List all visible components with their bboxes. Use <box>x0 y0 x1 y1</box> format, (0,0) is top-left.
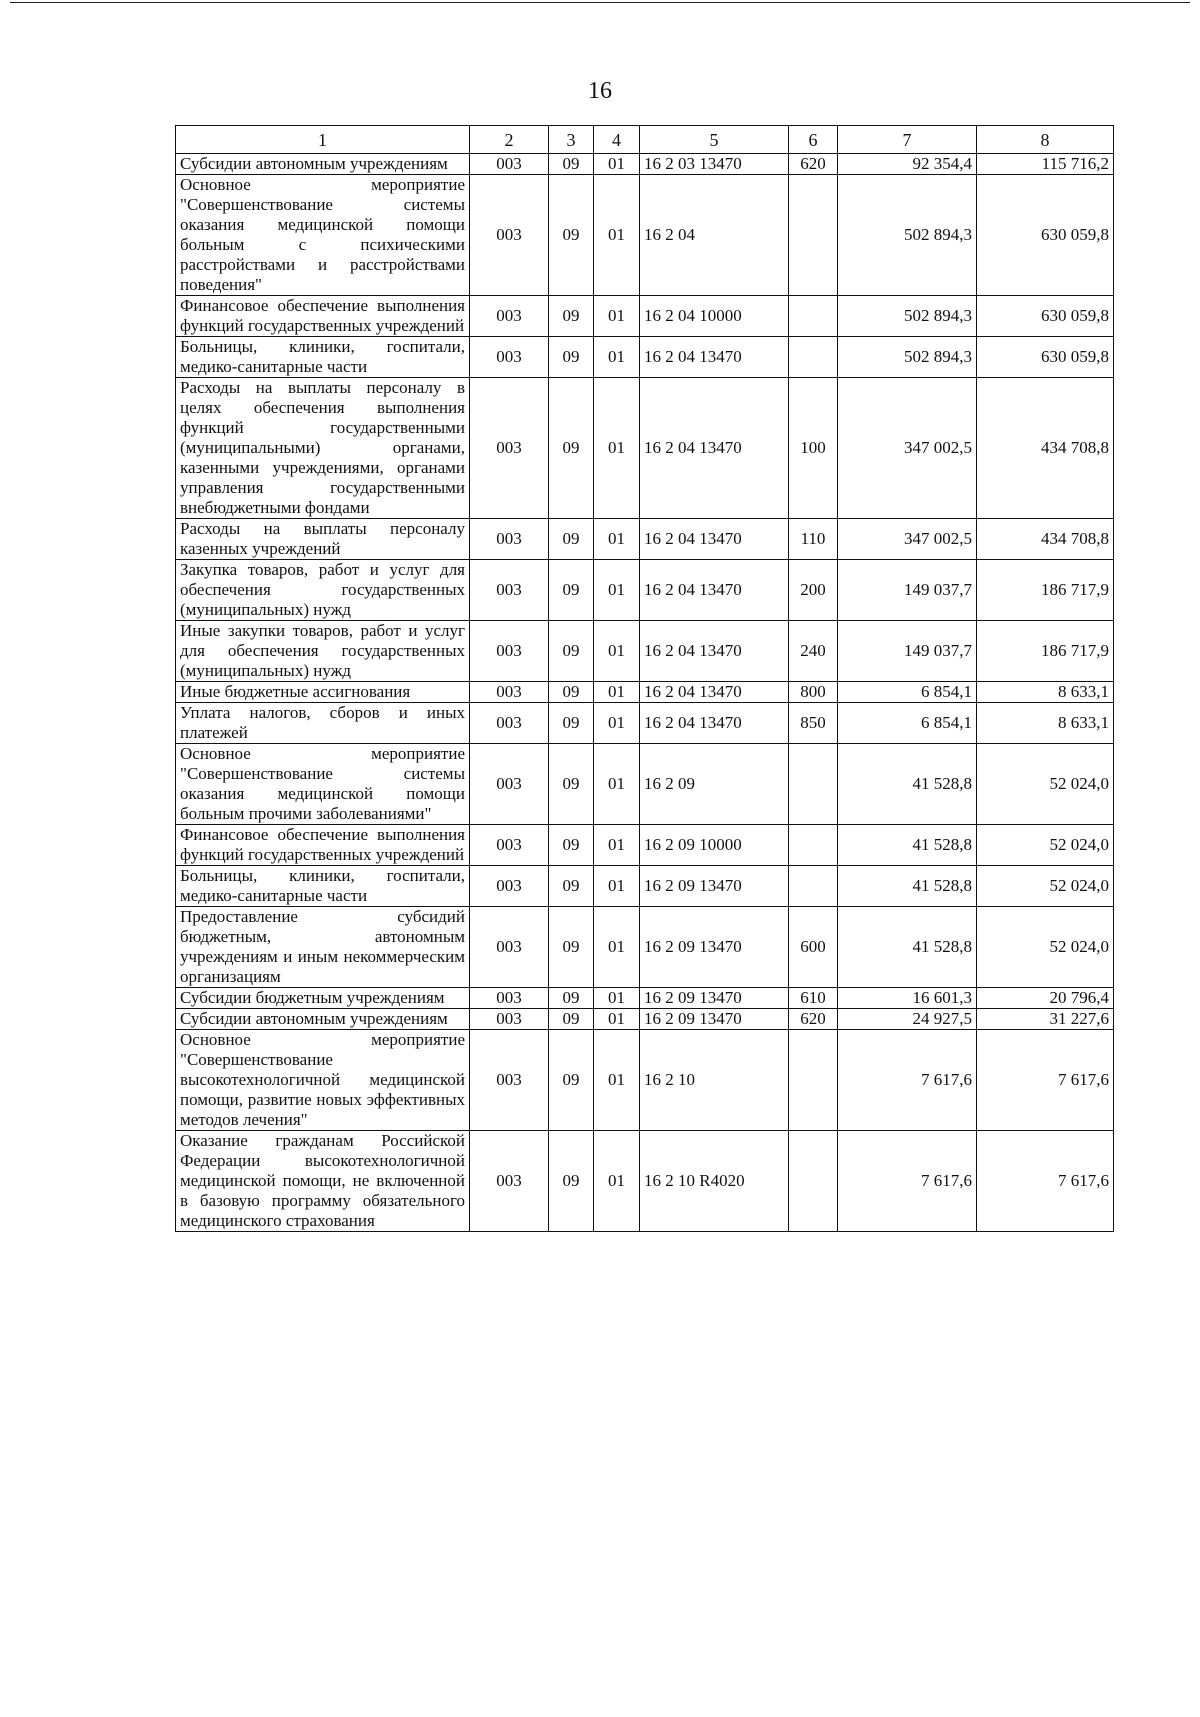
amount-year-2: 20 796,4 <box>977 988 1114 1009</box>
expense-type-code <box>789 866 838 907</box>
amount-year-2: 434 708,8 <box>977 519 1114 560</box>
amount-year-2: 7 617,6 <box>977 1131 1114 1232</box>
ministry-code: 003 <box>470 378 549 519</box>
subsection-code: 01 <box>594 866 640 907</box>
expense-type-code <box>789 296 838 337</box>
amount-year-1: 149 037,7 <box>838 621 977 682</box>
table-row <box>176 560 1114 621</box>
amount-year-2: 630 059,8 <box>977 337 1114 378</box>
amount-year-2: 630 059,8 <box>977 175 1114 296</box>
item-name: Предоставление субсидий бюджетным, автономным учреждениям и иным некоммерческим организациям <box>176 907 470 988</box>
section-code: 09 <box>549 1030 594 1131</box>
subsection-code: 01 <box>594 296 640 337</box>
expense-type-code: 200 <box>789 560 838 621</box>
expense-type-code: 240 <box>789 621 838 682</box>
expense-type-code: 620 <box>789 1009 838 1030</box>
target-article-code: 16 2 09 13470 <box>640 1009 789 1030</box>
table-row <box>176 296 1114 337</box>
amount-year-2: 115 716,2 <box>977 154 1114 175</box>
item-name: Финансовое обеспечение выполнения функций государственных учреждений <box>176 825 470 866</box>
expense-type-code: 850 <box>789 703 838 744</box>
target-article-code: 16 2 09 <box>640 744 789 825</box>
section-code: 09 <box>549 988 594 1009</box>
subsection-code: 01 <box>594 744 640 825</box>
item-name: Основное мероприятие "Совершенствование системы оказания медицинской помощи больным с психическими расстройствами и расстройствами поведения" <box>176 175 470 296</box>
subsection-code: 01 <box>594 154 640 175</box>
target-article-code: 16 2 09 13470 <box>640 907 789 988</box>
section-code: 09 <box>549 907 594 988</box>
table-row <box>176 1131 1114 1232</box>
section-code: 09 <box>549 560 594 621</box>
target-article-code: 16 2 04 13470 <box>640 519 789 560</box>
amount-year-1: 7 617,6 <box>838 1131 977 1232</box>
expense-type-code: 600 <box>789 907 838 988</box>
ministry-code: 003 <box>470 1009 549 1030</box>
column-header: 3 <box>549 126 594 154</box>
ministry-code: 003 <box>470 744 549 825</box>
subsection-code: 01 <box>594 621 640 682</box>
expense-type-code <box>789 744 838 825</box>
item-name: Расходы на выплаты персоналу в целях обеспечения выполнения функций государственными (муниципальными) органами, казенными учреждениями, органами управления государственными внебюджетными фондами <box>176 378 470 519</box>
section-code: 09 <box>549 337 594 378</box>
page-number: 16 <box>588 78 612 104</box>
table-row <box>176 1009 1114 1030</box>
table-body <box>176 154 1114 1232</box>
amount-year-2: 8 633,1 <box>977 703 1114 744</box>
table-row <box>176 1030 1114 1131</box>
table-row <box>176 337 1114 378</box>
section-code: 09 <box>549 703 594 744</box>
amount-year-1: 41 528,8 <box>838 866 977 907</box>
target-article-code: 16 2 10 R4020 <box>640 1131 789 1232</box>
table-row <box>176 866 1114 907</box>
item-name: Финансовое обеспечение выполнения функций государственных учреждений <box>176 296 470 337</box>
subsection-code: 01 <box>594 519 640 560</box>
table-row <box>176 154 1114 175</box>
table-row <box>176 378 1114 519</box>
ministry-code: 003 <box>470 1131 549 1232</box>
subsection-code: 01 <box>594 1131 640 1232</box>
ministry-code: 003 <box>470 682 549 703</box>
ministry-code: 003 <box>470 621 549 682</box>
table-row <box>176 682 1114 703</box>
ministry-code: 003 <box>470 1030 549 1131</box>
item-name: Уплата налогов, сборов и иных платежей <box>176 703 470 744</box>
column-header: 5 <box>640 126 789 154</box>
target-article-code: 16 2 09 13470 <box>640 866 789 907</box>
expense-type-code <box>789 1030 838 1131</box>
amount-year-1: 7 617,6 <box>838 1030 977 1131</box>
subsection-code: 01 <box>594 825 640 866</box>
amount-year-1: 149 037,7 <box>838 560 977 621</box>
table-row <box>176 744 1114 825</box>
expense-type-code: 800 <box>789 682 838 703</box>
expense-type-code: 620 <box>789 154 838 175</box>
table-row <box>176 988 1114 1009</box>
item-name: Основное мероприятие "Совершенствование высокотехнологичной медицинской помощи, развитие новых эффективных методов лечения" <box>176 1030 470 1131</box>
ministry-code: 003 <box>470 519 549 560</box>
amount-year-2: 52 024,0 <box>977 744 1114 825</box>
subsection-code: 01 <box>594 378 640 519</box>
amount-year-2: 8 633,1 <box>977 682 1114 703</box>
target-article-code: 16 2 04 13470 <box>640 337 789 378</box>
table-row <box>176 907 1114 988</box>
amount-year-1: 41 528,8 <box>838 744 977 825</box>
scan-edge-line <box>10 2 1190 3</box>
amount-year-1: 6 854,1 <box>838 703 977 744</box>
column-header: 4 <box>594 126 640 154</box>
target-article-code: 16 2 04 10000 <box>640 296 789 337</box>
amount-year-1: 92 354,4 <box>838 154 977 175</box>
amount-year-2: 7 617,6 <box>977 1030 1114 1131</box>
target-article-code: 16 2 09 13470 <box>640 988 789 1009</box>
amount-year-1: 347 002,5 <box>838 519 977 560</box>
amount-year-1: 502 894,3 <box>838 337 977 378</box>
amount-year-2: 52 024,0 <box>977 825 1114 866</box>
item-name: Субсидии автономным учреждениям <box>176 1009 470 1030</box>
table-row <box>176 825 1114 866</box>
expense-type-code: 110 <box>789 519 838 560</box>
target-article-code: 16 2 03 13470 <box>640 154 789 175</box>
section-code: 09 <box>549 378 594 519</box>
amount-year-1: 41 528,8 <box>838 825 977 866</box>
expense-type-code <box>789 825 838 866</box>
target-article-code: 16 2 04 13470 <box>640 703 789 744</box>
section-code: 09 <box>549 296 594 337</box>
item-name: Больницы, клиники, госпитали, медико-санитарные части <box>176 337 470 378</box>
section-code: 09 <box>549 682 594 703</box>
ministry-code: 003 <box>470 866 549 907</box>
amount-year-1: 502 894,3 <box>838 175 977 296</box>
item-name: Расходы на выплаты персоналу казенных учреждений <box>176 519 470 560</box>
subsection-code: 01 <box>594 1009 640 1030</box>
ministry-code: 003 <box>470 154 549 175</box>
section-code: 09 <box>549 1009 594 1030</box>
ministry-code: 003 <box>470 175 549 296</box>
target-article-code: 16 2 04 13470 <box>640 378 789 519</box>
subsection-code: 01 <box>594 907 640 988</box>
section-code: 09 <box>549 621 594 682</box>
table-row <box>176 703 1114 744</box>
column-header: 6 <box>789 126 838 154</box>
budget-table <box>175 125 1114 1232</box>
item-name: Оказание гражданам Российской Федерации высокотехнологичной медицинской помощи, не включенной в базовую программу обязательного медицинского страхования <box>176 1131 470 1232</box>
column-header: 7 <box>838 126 977 154</box>
target-article-code: 16 2 09 10000 <box>640 825 789 866</box>
expense-type-code: 610 <box>789 988 838 1009</box>
amount-year-1: 6 854,1 <box>838 682 977 703</box>
ministry-code: 003 <box>470 560 549 621</box>
ministry-code: 003 <box>470 988 549 1009</box>
table-row <box>176 519 1114 560</box>
ministry-code: 003 <box>470 825 549 866</box>
section-code: 09 <box>549 825 594 866</box>
section-code: 09 <box>549 154 594 175</box>
section-code: 09 <box>549 519 594 560</box>
header-row <box>176 126 1114 154</box>
expense-type-code <box>789 175 838 296</box>
amount-year-1: 502 894,3 <box>838 296 977 337</box>
expense-type-code <box>789 337 838 378</box>
target-article-code: 16 2 04 <box>640 175 789 296</box>
amount-year-2: 52 024,0 <box>977 907 1114 988</box>
item-name: Иные закупки товаров, работ и услуг для обеспечения государственных (муниципальных) нужд <box>176 621 470 682</box>
amount-year-1: 16 601,3 <box>838 988 977 1009</box>
section-code: 09 <box>549 744 594 825</box>
amount-year-2: 31 227,6 <box>977 1009 1114 1030</box>
table-row <box>176 175 1114 296</box>
expense-type-code <box>789 1131 838 1232</box>
subsection-code: 01 <box>594 337 640 378</box>
column-header: 2 <box>470 126 549 154</box>
subsection-code: 01 <box>594 175 640 296</box>
section-code: 09 <box>549 1131 594 1232</box>
column-header: 8 <box>977 126 1114 154</box>
section-code: 09 <box>549 866 594 907</box>
subsection-code: 01 <box>594 703 640 744</box>
target-article-code: 16 2 10 <box>640 1030 789 1131</box>
target-article-code: 16 2 04 13470 <box>640 682 789 703</box>
section-code: 09 <box>549 175 594 296</box>
target-article-code: 16 2 04 13470 <box>640 560 789 621</box>
item-name: Субсидии бюджетным учреждениям <box>176 988 470 1009</box>
item-name: Субсидии автономным учреждениям <box>176 154 470 175</box>
amount-year-1: 24 927,5 <box>838 1009 977 1030</box>
subsection-code: 01 <box>594 560 640 621</box>
subsection-code: 01 <box>594 682 640 703</box>
subsection-code: 01 <box>594 988 640 1009</box>
ministry-code: 003 <box>470 703 549 744</box>
item-name: Основное мероприятие "Совершенствование системы оказания медицинской помощи больным прочими заболеваниями" <box>176 744 470 825</box>
amount-year-2: 186 717,9 <box>977 621 1114 682</box>
amount-year-1: 41 528,8 <box>838 907 977 988</box>
item-name: Иные бюджетные ассигнования <box>176 682 470 703</box>
column-header: 1 <box>176 126 470 154</box>
ministry-code: 003 <box>470 296 549 337</box>
amount-year-2: 630 059,8 <box>977 296 1114 337</box>
table-row <box>176 621 1114 682</box>
expense-type-code: 100 <box>789 378 838 519</box>
item-name: Закупка товаров, работ и услуг для обеспечения государственных (муниципальных) нужд <box>176 560 470 621</box>
ministry-code: 003 <box>470 337 549 378</box>
ministry-code: 003 <box>470 907 549 988</box>
target-article-code: 16 2 04 13470 <box>640 621 789 682</box>
amount-year-2: 186 717,9 <box>977 560 1114 621</box>
amount-year-2: 52 024,0 <box>977 866 1114 907</box>
amount-year-1: 347 002,5 <box>838 378 977 519</box>
subsection-code: 01 <box>594 1030 640 1131</box>
item-name: Больницы, клиники, госпитали, медико-санитарные части <box>176 866 470 907</box>
amount-year-2: 434 708,8 <box>977 378 1114 519</box>
